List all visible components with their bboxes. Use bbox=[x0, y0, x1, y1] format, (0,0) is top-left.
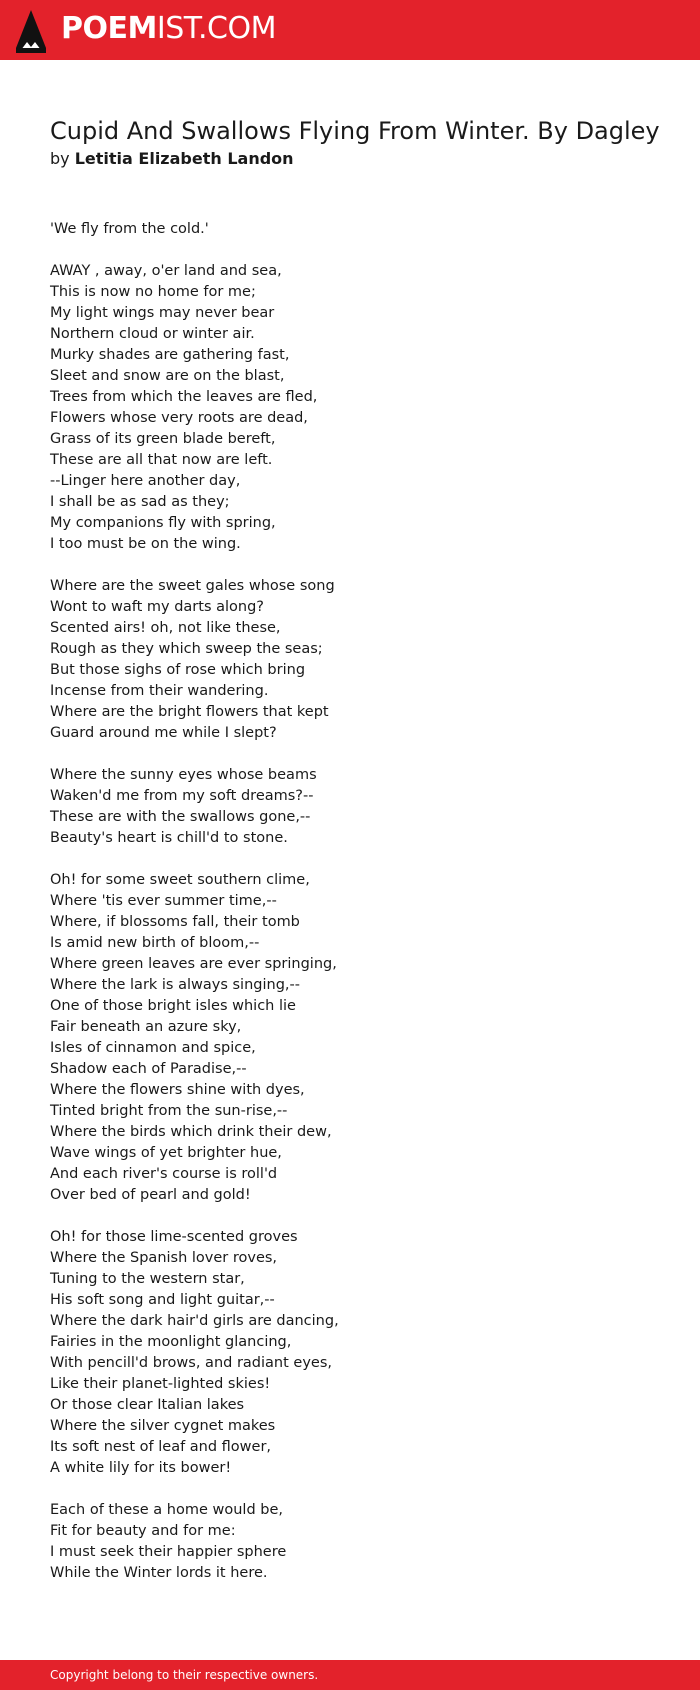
poem-line: My companions fly with spring, bbox=[50, 515, 276, 531]
poem-line: --Linger here another day, bbox=[50, 473, 241, 489]
poem-line: Trees from which the leaves are fled, bbox=[50, 389, 318, 405]
site-logo[interactable] bbox=[61, 11, 276, 47]
poem-stanza bbox=[50, 870, 339, 1206]
poem-stanza bbox=[50, 219, 339, 240]
poem-line: I must seek their happier sphere bbox=[50, 1544, 287, 1560]
poem-line: Where 'tis ever summer time,-- bbox=[50, 893, 277, 909]
poem-line: I too must be on the wing. bbox=[50, 536, 241, 552]
poem-line: Where, if blossoms fall, their tomb bbox=[50, 914, 300, 930]
poem-line: Flowers whose very roots are dead, bbox=[50, 410, 308, 426]
poem-line: Beauty's heart is chill'd to stone. bbox=[50, 830, 288, 846]
poem-line: Scented airs! oh, not like these, bbox=[50, 620, 281, 636]
poem-stanza bbox=[50, 765, 339, 849]
poem-line: Oh! for those lime-scented groves bbox=[50, 1229, 298, 1245]
poem-line: Northern cloud or winter air. bbox=[50, 326, 255, 342]
poem-line: 'We fly from the cold.' bbox=[50, 221, 209, 237]
poem-line: Fairies in the moonlight glancing, bbox=[50, 1334, 292, 1350]
poem-line: One of those bright isles which lie bbox=[50, 998, 296, 1014]
poem-line: Where the lark is always singing,-- bbox=[50, 977, 300, 993]
poem-line: Oh! for some sweet southern clime, bbox=[50, 872, 310, 888]
poem-line: With pencill'd brows, and radiant eyes, bbox=[50, 1355, 332, 1371]
poem-line: Where the flowers shine with dyes, bbox=[50, 1082, 305, 1098]
pencil-icon[interactable] bbox=[14, 8, 48, 54]
logo-text-light: IST.COM bbox=[156, 11, 276, 46]
poem-line: This is now no home for me; bbox=[50, 284, 256, 300]
copyright-text: Copyright belong to their respective owners. bbox=[50, 1668, 319, 1682]
poem-line: Shadow each of Paradise,-- bbox=[50, 1061, 247, 1077]
poem-line: Its soft nest of leaf and flower, bbox=[50, 1439, 272, 1455]
poem-line: But those sighs of rose which bring bbox=[50, 662, 306, 678]
poem-line: Where the silver cygnet makes bbox=[50, 1418, 276, 1434]
poem-line: Over bed of pearl and gold! bbox=[50, 1187, 251, 1203]
poem-line: Wont to waft my darts along? bbox=[50, 599, 264, 615]
poem-line: These are with the swallows gone,-- bbox=[50, 809, 311, 825]
poem-line: Grass of its green blade bereft, bbox=[50, 431, 276, 447]
poem-line: Where the Spanish lover roves, bbox=[50, 1250, 278, 1266]
poem-line: My light wings may never bear bbox=[50, 305, 275, 321]
logo-text-bold: POEM bbox=[61, 11, 157, 46]
poem-author: Letitia Elizabeth Landon bbox=[74, 149, 294, 168]
poem-line: These are all that now are left. bbox=[50, 452, 273, 468]
poem-line: Or those clear Italian lakes bbox=[50, 1397, 245, 1413]
poem-stanza bbox=[50, 261, 339, 555]
poem-line: Fair beneath an azure sky, bbox=[50, 1019, 242, 1035]
poem-title: Cupid And Swallows Flying From Winter. By Dagley bbox=[50, 117, 660, 145]
poem-byline bbox=[50, 147, 294, 171]
site-header bbox=[0, 0, 700, 60]
poem-line: Tinted bright from the sun-rise,-- bbox=[50, 1103, 288, 1119]
poem-line: Each of these a home would be, bbox=[50, 1502, 283, 1518]
poem-line: Fit for beauty and for me: bbox=[50, 1523, 236, 1539]
poem-line: Wave wings of yet brighter hue, bbox=[50, 1145, 282, 1161]
poem-line: Tuning to the western star, bbox=[50, 1271, 245, 1287]
poem-stanza bbox=[50, 1227, 339, 1479]
poem-line: I shall be as sad as they; bbox=[50, 494, 230, 510]
poem-line: Murky shades are gathering fast, bbox=[50, 347, 290, 363]
poem-line: A white lily for its bower! bbox=[50, 1460, 232, 1476]
poem-line: His soft song and light guitar,-- bbox=[50, 1292, 275, 1308]
poem-line: Where the dark hair'd girls are dancing, bbox=[50, 1313, 339, 1329]
poem-line: Waken'd me from my soft dreams?-- bbox=[50, 788, 314, 804]
poem-line: Incense from their wandering. bbox=[50, 683, 269, 699]
poem-line: Where the birds which drink their dew, bbox=[50, 1124, 332, 1140]
poem-line: Where green leaves are ever springing, bbox=[50, 956, 337, 972]
by-label: by bbox=[50, 149, 70, 168]
site-footer bbox=[0, 1660, 700, 1690]
poem-stanza bbox=[50, 576, 339, 744]
poem-line: Rough as they which sweep the seas; bbox=[50, 641, 323, 657]
poem-body bbox=[50, 219, 339, 1584]
poem-line: Where are the sweet gales whose song bbox=[50, 578, 335, 594]
poem-line: AWAY , away, o'er land and sea, bbox=[50, 263, 282, 279]
poem-stanza bbox=[50, 1500, 339, 1584]
poem-line: Is amid new birth of bloom,-- bbox=[50, 935, 260, 951]
poem-line: Where the sunny eyes whose beams bbox=[50, 767, 317, 783]
poem-line: Sleet and snow are on the blast, bbox=[50, 368, 285, 384]
poem-line: Like their planet-lighted skies! bbox=[50, 1376, 271, 1392]
poem-line: Isles of cinnamon and spice, bbox=[50, 1040, 256, 1056]
poem-line: And each river's course is roll'd bbox=[50, 1166, 278, 1182]
poem-line: While the Winter lords it here. bbox=[50, 1565, 268, 1581]
poem-line: Where are the bright flowers that kept bbox=[50, 704, 329, 720]
poem-line: Guard around me while I slept? bbox=[50, 725, 277, 741]
